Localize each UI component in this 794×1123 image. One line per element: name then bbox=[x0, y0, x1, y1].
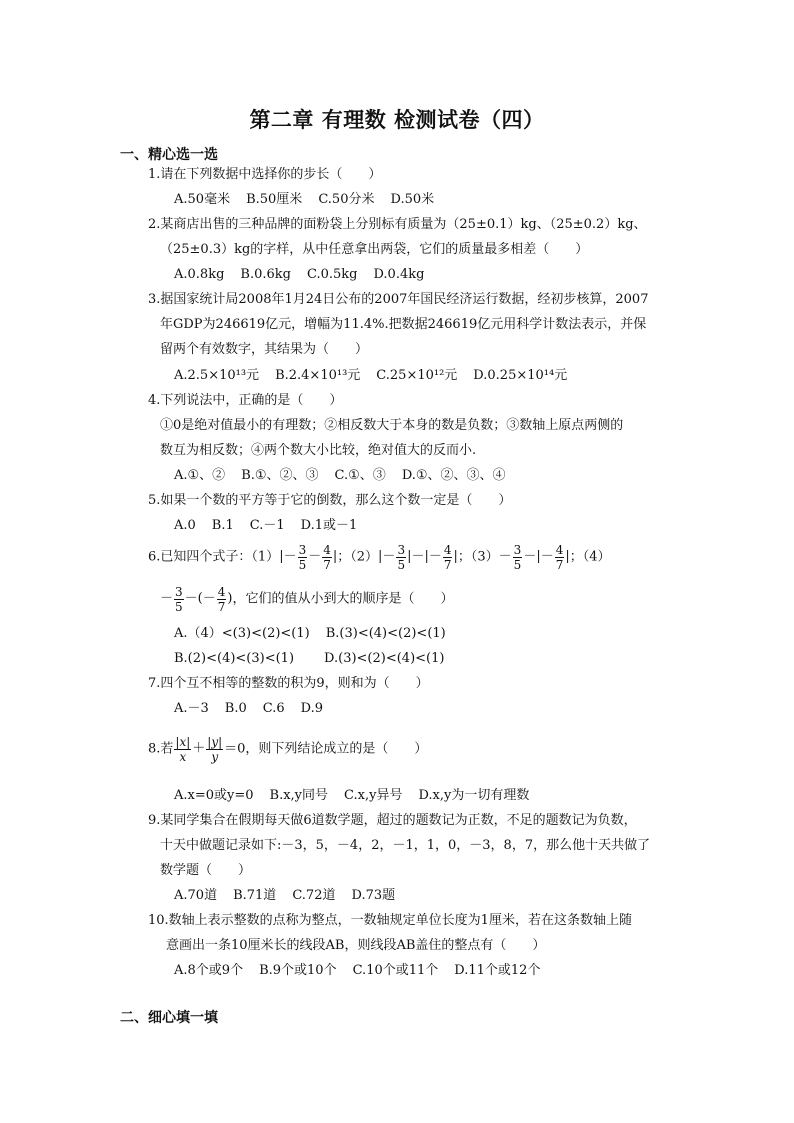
question-9-line-1: 9.某同学集合在假期每天做6道数学题，超过的题数记为正数，不足的题数记为负数， bbox=[148, 813, 637, 828]
option-b: B.50厘米 bbox=[246, 192, 303, 207]
question-4-options bbox=[174, 467, 522, 485]
option-a: A.0.8kg bbox=[174, 267, 225, 282]
option-d: D.1或－1 bbox=[300, 518, 358, 533]
option-a: A.－3 bbox=[174, 701, 209, 716]
option-b: B.x,y同号 bbox=[269, 788, 329, 803]
option-b: B.9个或10个 bbox=[259, 963, 337, 978]
option-c: C.x,y异号 bbox=[344, 788, 403, 803]
option-a: A.x=0或y=0 bbox=[174, 788, 254, 803]
option-c: C.6 bbox=[262, 701, 285, 716]
option-b: B.0 bbox=[224, 701, 247, 716]
question-4-line-3: 数互为相反数；④两个数大小比较，绝对值大的反而小. bbox=[160, 443, 477, 458]
question-1-options bbox=[174, 191, 450, 209]
option-b: B.71道 bbox=[233, 888, 277, 903]
option-c: C.50分米 bbox=[318, 192, 375, 207]
option-a: A.50毫米 bbox=[174, 192, 231, 207]
option-c: C.－1 bbox=[249, 518, 285, 533]
question-1: 1.请在下列数据中选择你的步长（ ） bbox=[148, 167, 382, 182]
question-9-options bbox=[174, 887, 411, 905]
option-a: A.0 bbox=[174, 518, 196, 533]
section-heading-choice: 一、精心选一选 bbox=[120, 147, 218, 163]
question-2-line-2: （25±0.3）kg的字样，从中任意拿出两袋，它们的质量最多相差（ ） bbox=[160, 242, 589, 257]
option-c: C.72道 bbox=[292, 888, 336, 903]
option-b: B.0.6kg bbox=[240, 267, 291, 282]
question-4-line-1: 4.下列说法中，正确的是（ ） bbox=[148, 393, 343, 408]
option-c: C.10个或11个 bbox=[352, 963, 439, 978]
option-d: D.x,y为一切有理数 bbox=[418, 788, 530, 803]
option-d: D.73题 bbox=[351, 888, 396, 903]
question-2-line-1: 2.某商店出售的三种品牌的面粉袋上分别标有质量为（25±0.1）kg、（25±0.2）kg、 bbox=[148, 217, 647, 232]
option-d: D.0.25×10¹⁴元 bbox=[473, 368, 568, 383]
question-10-options bbox=[174, 962, 556, 980]
option-a: A.2.5×10¹³元 bbox=[174, 368, 260, 383]
question-6-line-2: － $\frac{3}{5}$ －(－ $\frac{4}{7}$ )，它们的值从小到大的顺序是（ ） bbox=[160, 584, 454, 614]
question-5: 5.如果一个数的平方等于它的倒数，那么这个数一定是（ ） bbox=[148, 493, 512, 508]
option-b: B.(3)<(4)<(2)<(1) bbox=[325, 626, 446, 641]
question-2-options bbox=[174, 266, 440, 284]
option-b: B.2.4×10¹³元 bbox=[275, 368, 361, 383]
option-d: D.0.4kg bbox=[373, 267, 425, 282]
option-c: B.(2)<(4)<(3)<(1) bbox=[174, 651, 295, 666]
option-a: A.70道 bbox=[174, 888, 218, 903]
question-7-options bbox=[174, 700, 339, 718]
option-d: D.(3)<(2)<(4)<(1) bbox=[324, 651, 445, 666]
question-5-options bbox=[174, 517, 373, 535]
question-7: 7.四个互不相等的整数的积为9，则和为（ ） bbox=[148, 676, 429, 691]
question-10-line-2: 意画出一条10厘米长的线段AB，则线段AB盖住的整点有（ ） bbox=[166, 938, 546, 953]
question-8-options bbox=[174, 787, 545, 805]
question-9-line-2: 十天中做题记录如下:－3，5，－4，2，－1，1，0，－3，8，7，那么他十天共做了 bbox=[160, 838, 651, 853]
question-3-options bbox=[174, 367, 583, 385]
option-a: A.（4）<(3)<(2)<(1) bbox=[174, 626, 310, 641]
option-d: D.50米 bbox=[390, 192, 435, 207]
option-a: A.8个或9个 bbox=[174, 963, 244, 978]
section-heading-fill: 二、细心填一填 bbox=[120, 1010, 218, 1026]
option-c: C.25×10¹²元 bbox=[376, 368, 458, 383]
option-c: C.0.5kg bbox=[306, 267, 358, 282]
option-d: D.11个或12个 bbox=[454, 963, 541, 978]
question-3-line-3: 留两个有效数字，其结果为（ ） bbox=[160, 342, 369, 357]
question-6-options-row-2 bbox=[174, 650, 460, 668]
option-b: B.1 bbox=[211, 518, 234, 533]
question-8: 8.若 $\frac{|x|}{x}$ ＋ $\frac{|y|}{y}$ ＝0，则下列结论成立的是（ ） bbox=[148, 734, 428, 764]
page-title: 第二章 有理数 检测试卷（四） bbox=[249, 107, 545, 132]
question-4-line-2: ①0是绝对值最小的有理数；②相反数大于本身的数是负数；③数轴上原点两侧的 bbox=[160, 418, 624, 433]
option-d: D.①、②、③、④ bbox=[401, 468, 506, 483]
question-3-line-1: 3.据国家统计局2008年1月24日公布的2007年国民经济运行数据，经初步核算，2007 bbox=[148, 292, 649, 307]
question-6-line-1: 6.已知四个式子：（1）|－ $\frac{3}{5}$ － $\frac{4}{7}$ |；（2）|－ $\frac{3}{5}$ |－|－ $\frac{4}{7}$ |；（3）－ $\frac{3}{5}$ －|－ $\frac{4}{7}$ |；（4） bbox=[148, 542, 611, 572]
option-d: D.9 bbox=[300, 701, 324, 716]
option-a: A.①、② bbox=[174, 468, 226, 483]
question-10-line-1: 10.数轴上表示整数的点称为整点，一数轴规定单位长度为1厘米，若在这条数轴上随 bbox=[148, 913, 632, 928]
option-c: C.①、③ bbox=[334, 468, 386, 483]
question-9-line-3: 数学题（ ） bbox=[160, 863, 252, 878]
option-b: B.①、②、③ bbox=[241, 468, 319, 483]
question-6-options-row-1 bbox=[174, 625, 462, 643]
question-3-line-2: 年GDP为246619亿元，增幅为11.4%.把数据246619亿元用科学计数法表示，并保 bbox=[160, 317, 647, 332]
